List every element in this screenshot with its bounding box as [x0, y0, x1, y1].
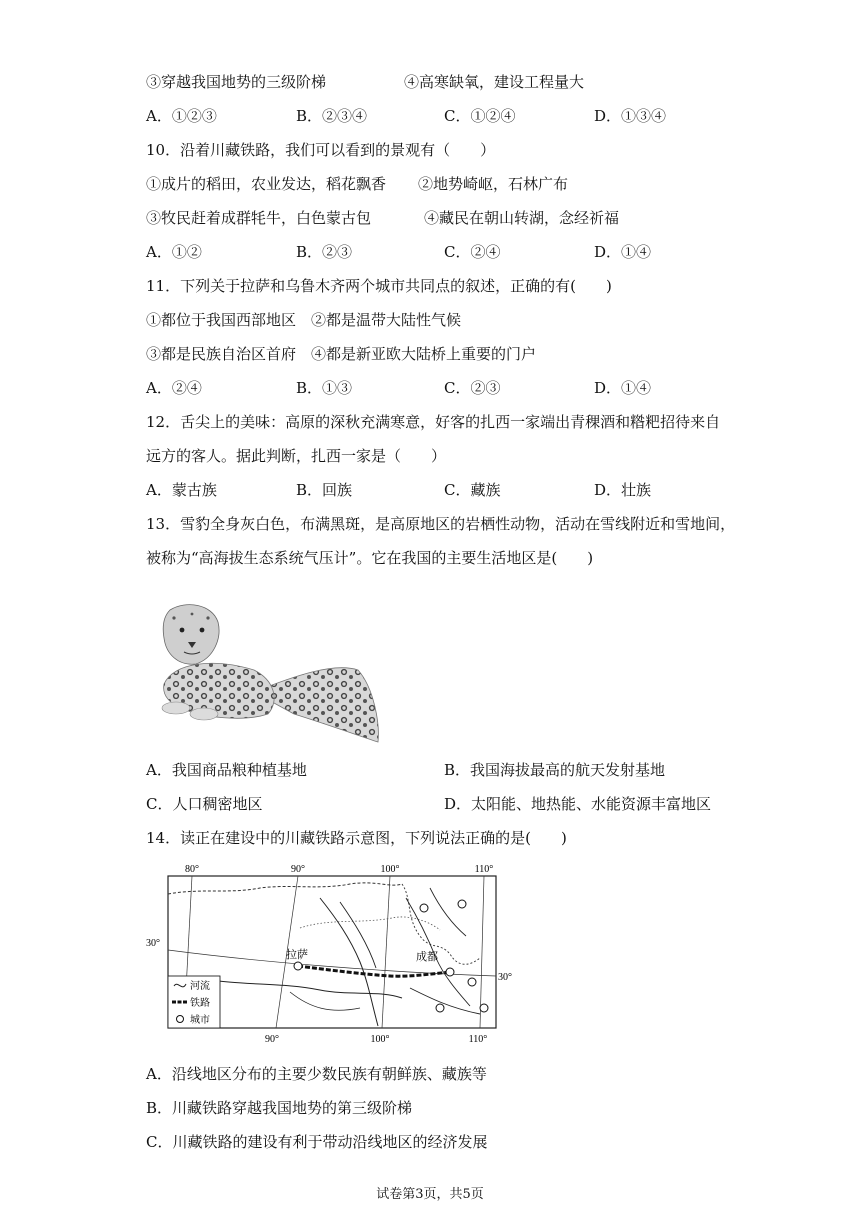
q12-stem-line-2: 远方的客人。据此判断，扎西一家是（ ）: [146, 447, 447, 465]
map-lon-top-100: 100°: [380, 864, 400, 875]
q11-option-a: A．②④: [146, 379, 202, 397]
map-city-lhasa: 拉萨: [286, 949, 308, 961]
map-lon-bottom-110: 110°: [468, 1034, 488, 1045]
q13-option-d: D．太阳能、地热能、水能资源丰富地区: [444, 795, 712, 813]
q10-statement-4: ④藏民在朝山转湖，念经祈福: [424, 209, 620, 227]
snow-leopard-image: [144, 596, 380, 748]
q12-stem-line-1: 12．舌尖上的美味：高原的深秋充满寒意，好客的扎西一家端出青稞酒和糌粑招待来自: [146, 413, 721, 431]
legend-railway: 铁路: [190, 998, 210, 1009]
lhasa-city-marker: [294, 962, 302, 970]
q10-statement-3: ③牧民赶着成群牦牛，白色蒙古包: [146, 209, 372, 227]
q12-option-d: D．壮族: [594, 481, 652, 499]
map-lat-left-30: 30°: [146, 938, 160, 949]
q9-statement-4: ④高寒缺氧，建设工程量大: [404, 73, 585, 91]
q9-option-b: B．②③④: [296, 107, 368, 125]
q14-stem: 14．读正在建设中的川藏铁路示意图，下列说法正确的是( ): [146, 829, 567, 847]
legend-river: 河流: [190, 981, 210, 992]
q11-option-c: C．②③: [444, 379, 501, 397]
q11-option-d: D．①④: [594, 379, 652, 397]
q13-option-a: A．我国商品粮种植基地: [146, 761, 307, 779]
map-lon-top-110: 110°: [474, 864, 494, 875]
q10-option-d: D．①④: [594, 243, 652, 261]
map-city-chengdu: 成都: [416, 951, 438, 963]
map-lon-bottom-90: 90°: [265, 1034, 279, 1045]
map-lon-bottom-100: 100°: [370, 1034, 390, 1045]
q10-option-b: B．②③: [296, 243, 353, 261]
q13-stem-line-2: 被称为“高海拔生态系统气压计”。它在我国的主要生活地区是( ): [146, 549, 594, 567]
q14-option-c: C．川藏铁路的建设有利于带动沿线地区的经济发展: [146, 1133, 488, 1151]
q11-option-b: B．①③: [296, 379, 353, 397]
q10-statement-2: ②地势崎岖，石林广布: [418, 175, 569, 193]
chengdu-city-marker: [446, 968, 454, 976]
q9-option-c: C．①②④: [444, 107, 516, 125]
q14-option-a: A．沿线地区分布的主要少数民族有朝鲜族、藏族等: [146, 1065, 487, 1083]
q9-statement-3: ③穿越我国地势的三级阶梯: [146, 73, 327, 91]
q10-statement-1: ①成片的稻田，农业发达，稻花飘香: [146, 175, 387, 193]
map-lon-top-80: 80°: [185, 864, 199, 875]
q10-option-c: C．②④: [444, 243, 501, 261]
q12-option-c: C．藏族: [444, 481, 501, 499]
q9-option-a: A．①②③: [146, 107, 217, 125]
q11-statements-1-2: ①都位于我国西部地区 ②都是温带大陆性气候: [146, 311, 462, 329]
legend-city: 城市: [190, 1015, 210, 1026]
sichuan-tibet-railway-map: [140, 858, 512, 1046]
q12-option-a: A．蒙古族: [146, 481, 217, 499]
q13-stem-line-1: 13．雪豹全身灰白色，布满黑斑，是高原地区的岩栖性动物，活动在雪线附近和雪地间，: [146, 515, 736, 533]
q10-option-a: A．①②: [146, 243, 202, 261]
q9-option-d: D．①③④: [594, 107, 667, 125]
q14-option-b: B．川藏铁路穿越我国地势的第三级阶梯: [146, 1099, 413, 1117]
q13-option-b: B．我国海拔最高的航天发射基地: [444, 761, 666, 779]
q13-option-c: C．人口稠密地区: [146, 795, 263, 813]
q11-stem: 11．下列关于拉萨和乌鲁木齐两个城市共同点的叙述，正确的有( ): [146, 277, 612, 295]
map-lon-top-90: 90°: [291, 864, 305, 875]
page-footer: 试卷第3页，共5页: [376, 1187, 484, 1202]
map-lat-right-30: 30°: [498, 972, 512, 983]
q12-option-b: B．回族: [296, 481, 353, 499]
q10-stem: 10．沿着川藏铁路，我们可以看到的景观有（ ）: [146, 141, 496, 159]
q11-statements-3-4: ③都是民族自治区首府 ④都是新亚欧大陆桥上重要的门户: [146, 345, 537, 363]
